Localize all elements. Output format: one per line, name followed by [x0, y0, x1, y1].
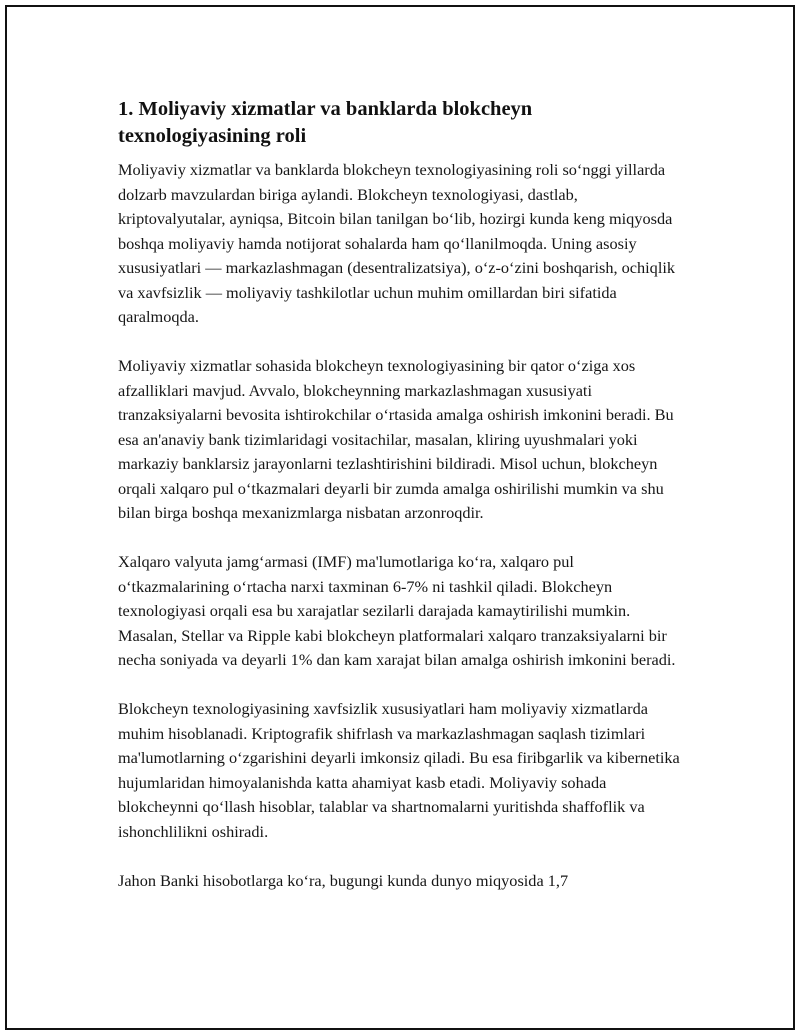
paragraph-intro: Moliyaviy xizmatlar va banklarda blokcheyn texnologiyasining roli so‘nggi yillarda dolzarb mavzulardan biriga aylandi. Blokcheyn texnologiyasi, dastlab, kriptovalyutalar, ayniqsa, Bitcoin bilan tanilgan bo‘lib, hozirgi kunda keng miqyosda boshqa moliyaviy hamda notijorat sohalarda ham qo‘llanilmoqda. Uning asosiy xususiyatlari — markazlashmagan (desentralizatsiya), o‘z-o‘zini boshqarish, ochiqlik va xavfsizlik — moliyaviy tashkilotlar uchun muhim omillardan biri sifatida qaralmoqda.: [118, 160, 676, 326]
document-body: [118, 96, 683, 918]
paragraph-world-bank: Jahon Banki hisobotlarga ko‘ra, bugungi kunda dunyo miqyosida 1,7: [118, 870, 569, 890]
paragraph-imf: Xalqaro valyuta jamg‘armasi (IMF) ma'lumotlariga ko‘ra, xalqaro pul o‘tkazmalarining o‘rtacha narxi taxminan 6-7% ni tashkil qiladi. Blokcheyn texnologiyasi orqali esa bu xarajatlar sezilarli darajada kamaytirilishi mumkin. Masalan, Stellar va Ripple kabi blokcheyn platformalari xalqaro tranzaksiyalarni bir necha soniyada va deyarli 1% dan kam xarajat bilan amalga oshirish imkonini beradi.: [118, 552, 676, 669]
section-heading: 1. Moliyaviy xizmatlar va banklarda blokcheyn texnologiyasining roli: [118, 98, 533, 147]
paragraph-advantages: Moliyaviy xizmatlar sohasida blokcheyn texnologiyasining bir qator o‘ziga xos afzalliklari mavjud. Avvalo, blokcheynning markazlashmagan xususiyati tranzaksiyalarni bevosita ishtirokchilar o‘rtasida amalga oshirish imkonini beradi. Bu esa an'anaviy bank tizimlaridagi vositachilar, masalan, kliring uyushmalari yoki markaziy banklarsiz jarayonlarni tezlashtirishini bildiradi. Misol uchun, blokcheyn orqali xalqaro pul o‘tkazmalari deyarli bir zumda amalga oshirilishi mumkin va shu bilan birga boshqa mexanizmlarga nisbatan arzonroqdir.: [118, 356, 674, 522]
paragraph-security: Blokcheyn texnologiyasining xavfsizlik xususiyatlari ham moliyaviy xizmatlarda muhim hisoblanadi. Kriptografik shifrlash va markazlashmagan saqlash tizimlari ma'lumotlarning o‘zgarishini deyarli imkonsiz qiladi. Bu esa firibgarlik va kibernetika hujumlaridan himoyalanishda katta ahamiyat kasb etadi. Moliyaviy sohada blokcheynni qo‘llash hisoblar, talablar va shartnomalarni yuritishda shaffoflik va ishonchlilikni oshiradi.: [118, 699, 680, 841]
